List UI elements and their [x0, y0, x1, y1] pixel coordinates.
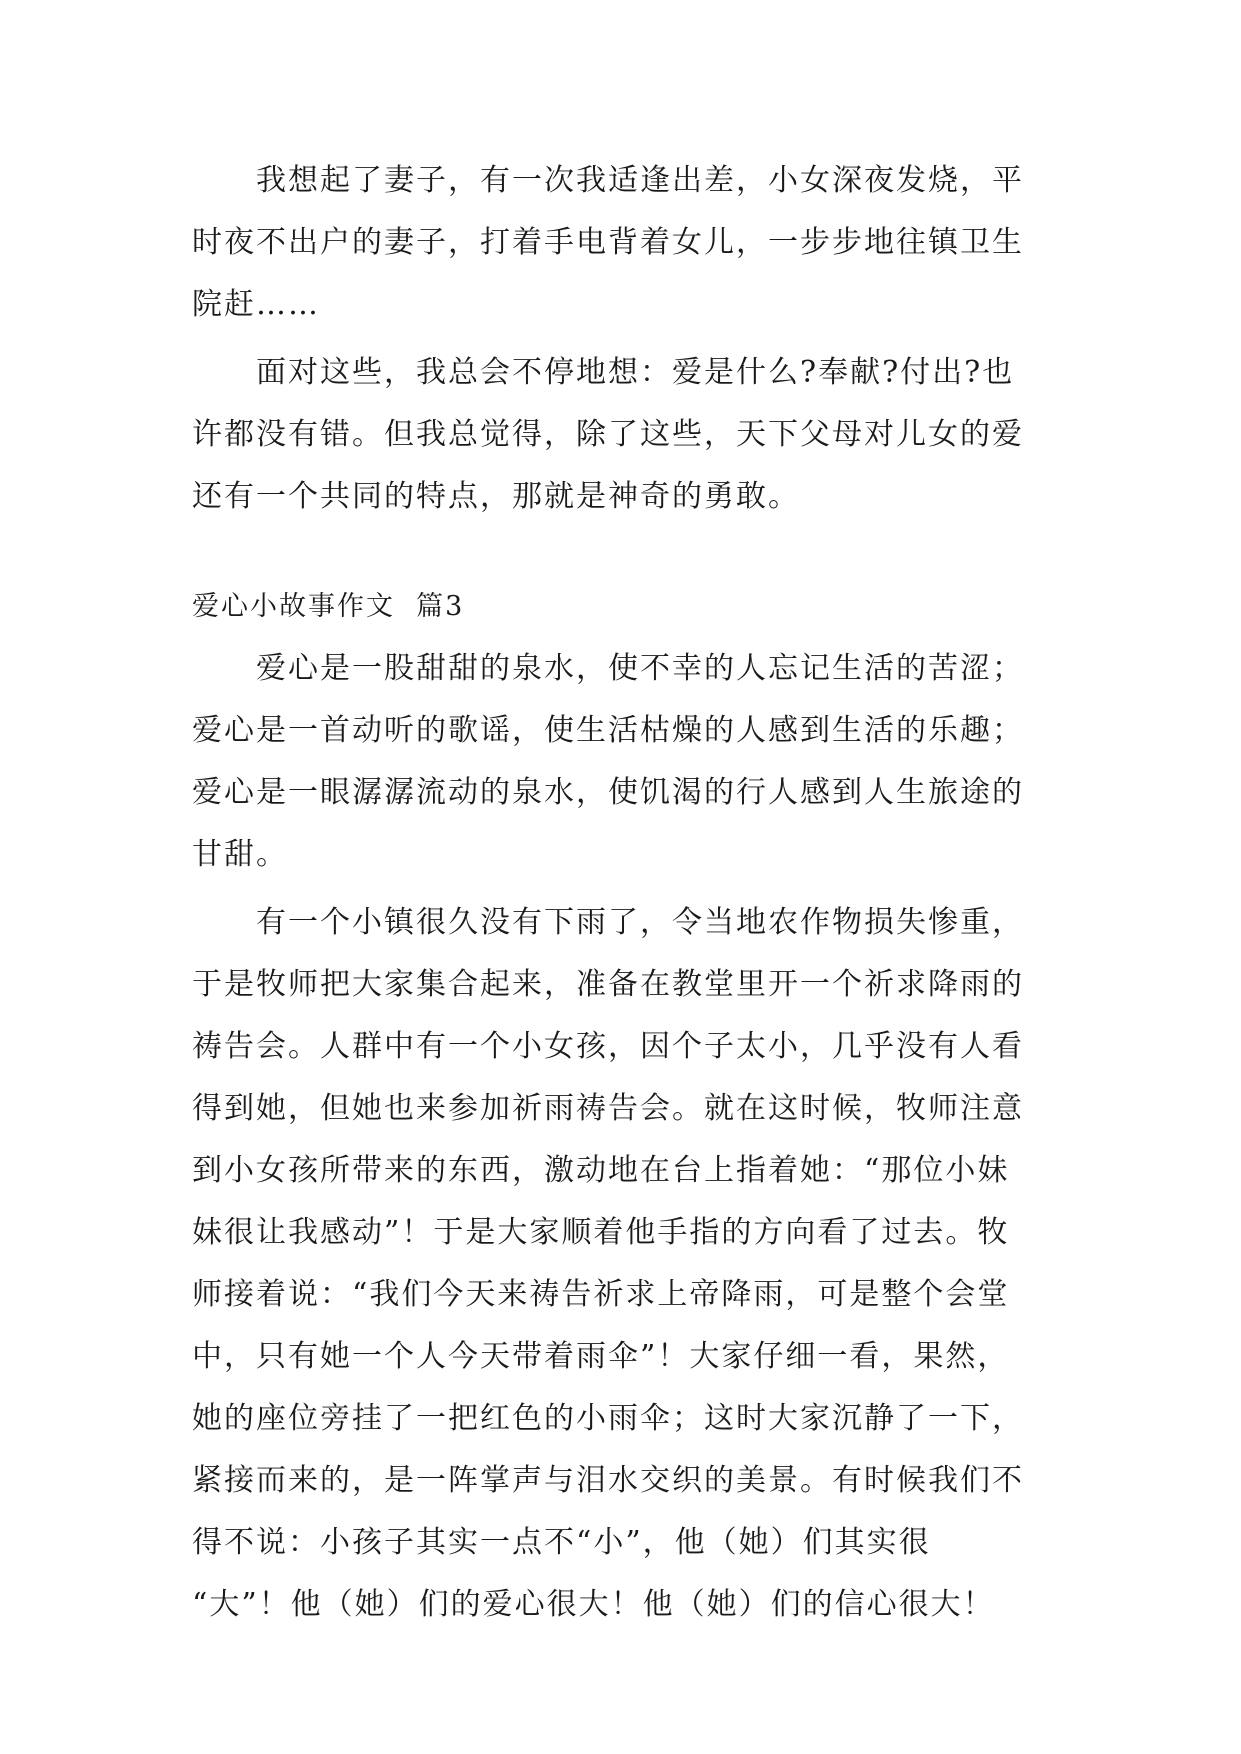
text-line: 爱心是一首动听的歌谣，使生活枯燥的人感到生活的乐趣；: [192, 713, 1024, 748]
text-line: 中，只有她一个人今天带着雨伞”！大家仔细一看，果然，: [192, 1339, 1010, 1374]
text-line: 妹很让我感动”！于是大家顺着他手指的方向看了过去。牧: [192, 1215, 1010, 1250]
text-line: 得不说：小孩子其实一点不“小”，他（她）们其实很: [192, 1525, 931, 1560]
text-line: 她的座位旁挂了一把红色的小雨伞；这时大家沉静了一下，: [192, 1401, 1024, 1436]
text-line: 许都没有错。但我总觉得，除了这些，天下父母对儿女的爱: [192, 417, 1024, 452]
document-page: [192, 150, 1058, 1636]
text-line: “大”！他（她）们的爱心很大！他（她）们的信心很大！: [192, 1587, 995, 1622]
section-title: 爱心小故事作文 篇3: [192, 591, 465, 622]
text-line: 甘甜。: [192, 837, 288, 872]
paragraph-wife: [192, 150, 1058, 336]
text-line: 紧接而来的，是一阵掌声与泪水交织的美景。有时候我们不: [192, 1463, 1024, 1498]
text-line: 师接着说：“我们今天来祷告祈求上帝降雨，可是整个会堂: [192, 1277, 1010, 1312]
paragraph: [192, 342, 1058, 528]
paragraph: [192, 892, 1058, 1636]
paragraph-love-metaphors: [192, 638, 1058, 886]
text-line: 祷告会。人群中有一个小女孩，因个子太小，几乎没有人看: [192, 1029, 1024, 1064]
text-line: 面对这些，我总会不停地想：爱是什么?奉献?付出?也: [256, 355, 1015, 390]
text-line: 到小女孩所带来的东西，激动地在台上指着她：“那位小妹: [192, 1153, 1010, 1188]
text-line: 我想起了妻子，有一次我适逢出差，小女深夜发烧，平: [256, 163, 1024, 198]
paragraph-rain-story: [192, 892, 1058, 1636]
text-line: 院赶……: [192, 287, 320, 322]
text-line: 还有一个共同的特点，那就是神奇的勇敢。: [192, 479, 800, 514]
text-line: 得到她，但她也来参加祈雨祷告会。就在这时候，牧师注意: [192, 1091, 1024, 1126]
paragraph: [192, 638, 1058, 886]
text-line: 于是牧师把大家集合起来，准备在教堂里开一个祈求降雨的: [192, 967, 1024, 1002]
paragraph-love-courage: [192, 342, 1058, 528]
text-line: 有一个小镇很久没有下雨了，令当地农作物损失惨重，: [256, 905, 1024, 940]
text-line: 爱心是一股甜甜的泉水，使不幸的人忘记生活的苦涩；: [256, 651, 1024, 686]
paragraph: [192, 150, 1058, 336]
text-line: 爱心是一眼潺潺流动的泉水，使饥渴的行人感到人生旅途的: [192, 775, 1024, 810]
text-line: 时夜不出户的妻子，打着手电背着女儿，一步步地往镇卫生: [192, 225, 1024, 260]
